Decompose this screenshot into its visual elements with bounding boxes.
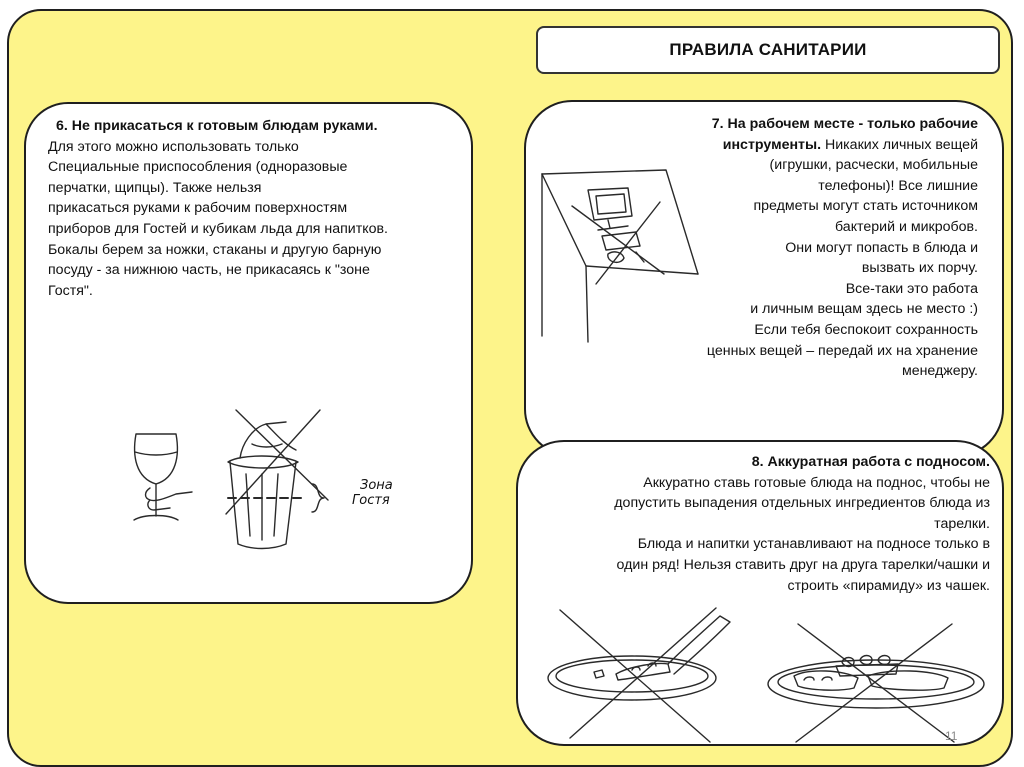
rule-7-line: Если тебя беспокоит сохранность [754, 321, 978, 338]
rule-7-heading-line-2 [648, 135, 978, 156]
rule-8-line: тарелки. [934, 515, 990, 532]
rule-6-line: Гостя". [48, 282, 93, 299]
rule-6-line: Бокалы берем за ножки, стаканы и другую барную [48, 241, 382, 258]
rule-7-line: бактерий и микробов. [835, 218, 978, 235]
wine-glass-illustration [122, 426, 212, 526]
page-title [536, 26, 1000, 74]
rule-7-line: Все-таки это работа [845, 280, 978, 297]
rule-6-line: перчатки, щипцы). Также нельзя [48, 179, 262, 196]
rule-6-line: Специальные приспособления (одноразовые [48, 159, 348, 176]
rule-7-line: предметы могут стать источником [753, 198, 978, 215]
rule-7-line: вызвать их порчу. [861, 260, 978, 277]
rule-6-line: посуду - за нижнюю часть, не прикасаясь к "зоне [48, 262, 370, 279]
guest-zone-label-line-1: Зона [360, 478, 393, 493]
rule-7-heading-rest: Никаких личных вещей [821, 136, 978, 153]
rule-8-card [516, 440, 1004, 746]
tray-tilted-illustration [540, 604, 740, 744]
rule-7-heading: 7. На рабочем месте - только рабочие [711, 116, 978, 132]
rule-6-card [24, 102, 473, 604]
rule-6-line: приборов для Гостей и кубикам льда для напитков. [48, 220, 388, 237]
rule-7-heading-bold: инструменты. [722, 136, 822, 153]
rule-8-heading: 8. Аккуратная работа с подносом. [751, 454, 990, 470]
rule-7-card [524, 100, 1004, 457]
guest-zone-label-line-2: Гостя [352, 493, 390, 508]
rule-8-line: допустить выпадения отдельных ингредиентов блюда из [614, 495, 990, 512]
rule-8-line: строить «пирамиду» из чашек. [787, 577, 990, 594]
rule-8-text [538, 452, 990, 596]
rule-7-line: (игрушки, расчески, мобильные [769, 157, 978, 174]
rule-7-text [648, 114, 978, 382]
rule-8-line: Блюда и напитки устанавливают на подносе только в [637, 536, 990, 553]
rule-7-line: и личным вещам здесь не место :) [750, 301, 978, 318]
rule-7-line: менеджеру. [901, 363, 978, 380]
rule-8-line: один ряд! Нельзя ставить друг на друга тарелки/чашки и [616, 556, 990, 573]
rule-6-heading: 6. Не прикасаться к готовым блюдам руками. [56, 118, 378, 134]
tumbler-glass-illustration [212, 404, 342, 554]
rule-6-text [48, 116, 460, 301]
rule-7-line: Они могут попасть в блюда и [785, 239, 978, 256]
rule-7-line: ценных вещей – передай их на хранение [706, 342, 978, 359]
page-number: 11 [945, 729, 958, 743]
page-title-text: ПРАВИЛА САНИТАРИИ [669, 40, 867, 59]
rule-7-line: телефоны)! Все лишние [818, 177, 978, 194]
guest-zone-label [352, 478, 393, 508]
rule-8-line: Аккуратно ставь готовые блюда на поднос, чтобы не [643, 474, 990, 491]
rule-6-line: прикасаться руками к рабочим поверхностям [48, 200, 348, 217]
rule-6-line: Для этого можно использовать только [48, 138, 299, 155]
